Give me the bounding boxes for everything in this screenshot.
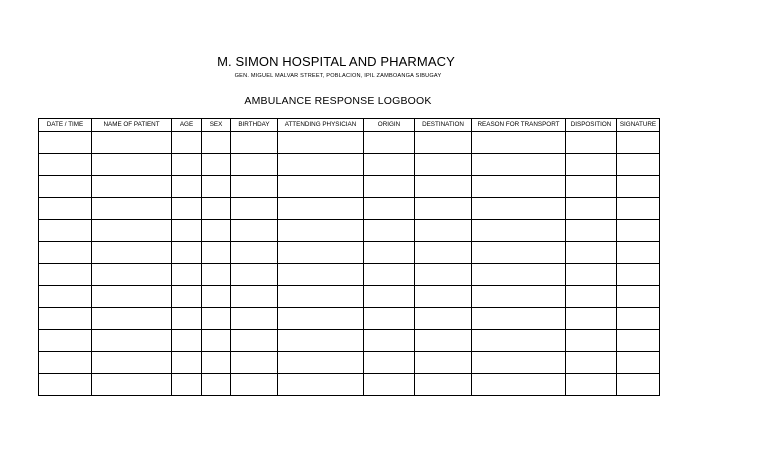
table-cell[interactable] <box>231 374 278 396</box>
table-cell[interactable] <box>92 352 172 374</box>
table-cell[interactable] <box>364 264 415 286</box>
table-cell[interactable] <box>231 286 278 308</box>
table-cell[interactable] <box>566 242 617 264</box>
table-cell[interactable] <box>202 132 231 154</box>
table-row <box>39 308 660 330</box>
table-row <box>39 286 660 308</box>
table-cell[interactable] <box>364 176 415 198</box>
table-cell[interactable] <box>231 220 278 242</box>
table-cell[interactable] <box>364 220 415 242</box>
table-cell[interactable] <box>202 198 231 220</box>
table-cell[interactable] <box>92 330 172 352</box>
table-cell[interactable] <box>172 132 202 154</box>
table-cell[interactable] <box>39 352 92 374</box>
table-cell[interactable] <box>172 220 202 242</box>
table-cell[interactable] <box>472 286 566 308</box>
table-cell[interactable] <box>92 286 172 308</box>
table-header-row <box>39 119 660 132</box>
table-row <box>39 154 660 176</box>
table-cell[interactable] <box>172 176 202 198</box>
table-cell[interactable] <box>566 264 617 286</box>
table-cell[interactable] <box>39 264 92 286</box>
column-header-origin: ORIGIN <box>364 119 415 132</box>
table-cell[interactable] <box>617 308 660 330</box>
table-cell[interactable] <box>472 154 566 176</box>
table-cell[interactable] <box>566 374 617 396</box>
table-cell[interactable] <box>472 264 566 286</box>
table-cell[interactable] <box>472 132 566 154</box>
table-cell[interactable] <box>231 242 278 264</box>
table-cell[interactable] <box>92 220 172 242</box>
table-cell[interactable] <box>39 374 92 396</box>
table-cell[interactable] <box>39 308 92 330</box>
table-cell[interactable] <box>202 330 231 352</box>
table-cell[interactable] <box>415 132 472 154</box>
table-cell[interactable] <box>415 264 472 286</box>
table-cell[interactable] <box>231 352 278 374</box>
table-cell[interactable] <box>472 374 566 396</box>
table-cell[interactable] <box>617 374 660 396</box>
table-row <box>39 176 660 198</box>
table-cell[interactable] <box>566 154 617 176</box>
table-cell[interactable] <box>278 330 364 352</box>
table-cell[interactable] <box>39 286 92 308</box>
table-cell[interactable] <box>472 242 566 264</box>
table-cell[interactable] <box>617 176 660 198</box>
table-cell[interactable] <box>172 264 202 286</box>
table-cell[interactable] <box>231 330 278 352</box>
column-header-disposition: DISPOSITION <box>566 119 617 132</box>
table-row <box>39 198 660 220</box>
table-cell[interactable] <box>92 308 172 330</box>
column-header-sex: SEX <box>202 119 231 132</box>
column-header-reason-for-transport: REASON FOR TRANSPORT <box>472 119 566 132</box>
table-cell[interactable] <box>617 198 660 220</box>
table-cell[interactable] <box>278 198 364 220</box>
table-cell[interactable] <box>566 286 617 308</box>
column-header-age: AGE <box>172 119 202 132</box>
column-header-signature: SIGNATURE <box>617 119 660 132</box>
table-cell[interactable] <box>39 176 92 198</box>
table-cell[interactable] <box>92 198 172 220</box>
table-cell[interactable] <box>172 242 202 264</box>
table-cell[interactable] <box>231 308 278 330</box>
hospital-name: M. SIMON HOSPITAL AND PHARMACY <box>217 54 455 69</box>
table-cell[interactable] <box>172 352 202 374</box>
table-cell[interactable] <box>278 286 364 308</box>
table-cell[interactable] <box>364 330 415 352</box>
table-cell[interactable] <box>172 286 202 308</box>
table-body <box>39 132 660 396</box>
table-cell[interactable] <box>415 352 472 374</box>
table-cell[interactable] <box>202 308 231 330</box>
table-row <box>39 220 660 242</box>
table-cell[interactable] <box>172 374 202 396</box>
table-cell[interactable] <box>566 330 617 352</box>
table-cell[interactable] <box>617 264 660 286</box>
table-cell[interactable] <box>278 154 364 176</box>
table-cell[interactable] <box>415 198 472 220</box>
table-cell[interactable] <box>566 198 617 220</box>
table-cell[interactable] <box>472 220 566 242</box>
table-cell[interactable] <box>39 132 92 154</box>
table-cell[interactable] <box>364 242 415 264</box>
table-cell[interactable] <box>415 176 472 198</box>
column-header-birthday: BIRTHDAY <box>231 119 278 132</box>
table-cell[interactable] <box>415 374 472 396</box>
table-cell[interactable] <box>278 220 364 242</box>
table-cell[interactable] <box>202 352 231 374</box>
table-cell[interactable] <box>39 220 92 242</box>
table-cell[interactable] <box>39 330 92 352</box>
table-cell[interactable] <box>92 154 172 176</box>
table-cell[interactable] <box>566 308 617 330</box>
table-cell[interactable] <box>566 176 617 198</box>
table-cell[interactable] <box>231 264 278 286</box>
table-cell[interactable] <box>364 374 415 396</box>
table-cell[interactable] <box>415 242 472 264</box>
table-cell[interactable] <box>364 198 415 220</box>
table-cell[interactable] <box>278 176 364 198</box>
table-cell[interactable] <box>617 242 660 264</box>
table-row <box>39 374 660 396</box>
table-cell[interactable] <box>39 198 92 220</box>
logbook-table <box>38 118 660 396</box>
table-cell[interactable] <box>415 154 472 176</box>
table-cell[interactable] <box>202 374 231 396</box>
table-cell[interactable] <box>172 308 202 330</box>
table-row <box>39 132 660 154</box>
table-cell[interactable] <box>472 198 566 220</box>
table-cell[interactable] <box>617 286 660 308</box>
table-cell[interactable] <box>92 242 172 264</box>
table-cell[interactable] <box>617 220 660 242</box>
table-cell[interactable] <box>39 242 92 264</box>
table-cell[interactable] <box>202 154 231 176</box>
table-cell[interactable] <box>364 352 415 374</box>
table-cell[interactable] <box>566 352 617 374</box>
table-cell[interactable] <box>92 264 172 286</box>
column-header-date-time: DATE / TIME <box>39 119 92 132</box>
table-cell[interactable] <box>364 308 415 330</box>
table-cell[interactable] <box>364 286 415 308</box>
table-cell[interactable] <box>172 330 202 352</box>
table-cell[interactable] <box>617 352 660 374</box>
table-cell[interactable] <box>472 352 566 374</box>
table-cell[interactable] <box>415 220 472 242</box>
column-header-name-of-patient: NAME OF PATIENT <box>92 119 172 132</box>
table-cell[interactable] <box>202 176 231 198</box>
table-cell[interactable] <box>278 374 364 396</box>
table-cell[interactable] <box>202 264 231 286</box>
table-cell[interactable] <box>566 132 617 154</box>
table-cell[interactable] <box>364 132 415 154</box>
table-cell[interactable] <box>472 308 566 330</box>
table-cell[interactable] <box>92 132 172 154</box>
column-header-destination: DESTINATION <box>415 119 472 132</box>
column-header-attending-physician: ATTENDING PHYSICIAN <box>278 119 364 132</box>
table-cell[interactable] <box>278 264 364 286</box>
hospital-address: GEN. MIGUEL MALVAR STREET, POBLACION, IPIL ZAMBOANGA SIBUGAY <box>234 73 442 79</box>
table-row <box>39 330 660 352</box>
table-cell[interactable] <box>278 132 364 154</box>
table-cell[interactable] <box>415 286 472 308</box>
table-cell[interactable] <box>415 308 472 330</box>
table-cell[interactable] <box>472 176 566 198</box>
table-row <box>39 264 660 286</box>
table-cell[interactable] <box>92 176 172 198</box>
table-cell[interactable] <box>202 220 231 242</box>
table-cell[interactable] <box>231 198 278 220</box>
table-cell[interactable] <box>278 242 364 264</box>
table-cell[interactable] <box>617 330 660 352</box>
table-row <box>39 242 660 264</box>
table-cell[interactable] <box>617 132 660 154</box>
table-cell[interactable] <box>39 154 92 176</box>
table-cell[interactable] <box>472 330 566 352</box>
table-cell[interactable] <box>92 374 172 396</box>
logbook-title: AMBULANCE RESPONSE LOGBOOK <box>244 95 432 107</box>
table-cell[interactable] <box>566 220 617 242</box>
table-cell[interactable] <box>617 154 660 176</box>
table-cell[interactable] <box>278 308 364 330</box>
table-cell[interactable] <box>172 154 202 176</box>
table-cell[interactable] <box>415 330 472 352</box>
table-cell[interactable] <box>231 154 278 176</box>
table-cell[interactable] <box>172 198 202 220</box>
table-cell[interactable] <box>278 352 364 374</box>
table-cell[interactable] <box>202 286 231 308</box>
table-cell[interactable] <box>231 176 278 198</box>
table-cell[interactable] <box>231 132 278 154</box>
table-cell[interactable] <box>202 242 231 264</box>
table-cell[interactable] <box>364 154 415 176</box>
table-row <box>39 352 660 374</box>
